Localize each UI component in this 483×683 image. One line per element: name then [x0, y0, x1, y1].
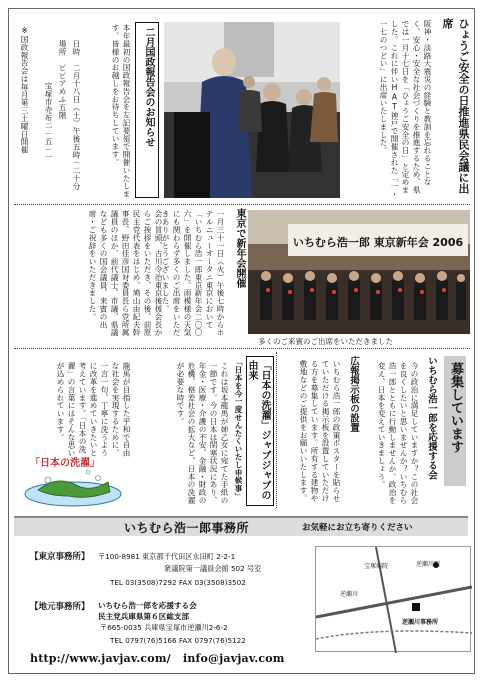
tokyo-party-body-2: 会の冒頭、古川令治東京後援会長からご挨拶をいただき、その後、前原民主党代表をはじめ、鳩山由紀夫幹事長、野田佳彦国対委員長ら党所属議員のほか、前代議士、市議、県議なども多くの国会議員、来賓の出席・ご祝辞をいただきました。 — [88, 210, 163, 337]
tokyo-party-photo — [248, 210, 470, 334]
party-banner-text: いちむら浩一郎 東京新年会 2006 — [292, 236, 464, 249]
report-meeting-heading: 二月国政報告会のお知らせ — [135, 22, 159, 198]
bottom-column-separator — [276, 352, 277, 508]
tokyo-party-heading: 東京で新年会開催 — [234, 208, 245, 288]
local-office-label: 【地元事務所】 — [30, 602, 90, 612]
report-meeting-body: 本年最初の国政報告会を左記要領で開催いたします。皆様のお越しをお待ちしています。 — [111, 24, 131, 198]
tokyo-party-photo-caption: 多くのご来賓のご出席をいただきました — [258, 337, 393, 346]
email-link[interactable]: info@javjav.com — [182, 652, 285, 665]
map-drawing — [316, 547, 472, 653]
contact-links — [30, 652, 285, 665]
bulletin-board-heading: 広報掲示板の設置 — [348, 356, 359, 432]
website-link[interactable]: http://www.javjav.com/ — [30, 652, 171, 665]
local-office-address: 〒665-0035 兵庫県宝塚市逆瀬川2-6-2 — [100, 623, 228, 632]
washing-body-2: 龍馬が目指した平和で自由な社会を実現するために、一言一句、丁寧に洗うように改革を進めていきたいと考えています。「日本の洗濯」の言葉にはそんな思いが込められています。 — [56, 362, 131, 457]
top-separator — [14, 204, 470, 205]
safety-day-body: 阪神・淡路大震災の経験と教訓を忘れることなく、安心・安全な社会づくりを推進するため、県では一月十七日を「ひょうご安全の日」と定めました。これに伴いHAT神戸で開催された「一・一七のつどい」に出席いたしました。 — [379, 20, 432, 198]
tokyo-party-body: 一月三十一日（火）午後七時からホテルニューオータニ東京において「いちむら浩一郎東京新年会二〇〇六」を開催しました。雨模様の天気にも関わらず多くのご出席をいただきありがとうございました。 — [161, 210, 225, 337]
washing-logo-text: 「日本の洗濯」 — [30, 458, 100, 469]
office-tagline: お気軽にお立ち寄りください — [302, 523, 413, 533]
safety-day-heading: ひょうご安全の日推進県民会議に出席 — [441, 18, 470, 194]
local-office-name-2: 民主党兵庫県第６区総支部 — [98, 612, 190, 621]
tokyo-office-label: 【東京事務所】 — [30, 552, 90, 562]
washing-heading: 「日本の洗濯」ジャブジャブの由来 — [246, 356, 274, 506]
washing-subheading: 「日本を今一度せんたくいたし申候事」 — [234, 358, 243, 501]
washing-logo — [18, 452, 128, 510]
tokyo-office-address-2: 衆議院第一議員会館 502 号室 — [164, 564, 262, 573]
safety-day-photo — [164, 22, 340, 198]
report-meeting-schedule: 日時 二月十八日（土）午後五時－二十分 — [72, 40, 81, 191]
map-label-station: 逆瀬川駅 — [416, 561, 441, 568]
tokyo-office-address-1: 〒100-8981 東京都千代田区永田町 2-2-1 — [98, 552, 236, 561]
middle-separator — [14, 348, 470, 349]
support-group-body: 今の政治に満足していますか？この社会を良くしたいと思いませんか？いちむら浩一郎とともに行動しませんか。政治を変え、日本を変えていきましょう。 — [377, 362, 419, 505]
recruiting-heading: 募集しています — [444, 356, 466, 486]
bulletin-board-body: いちむら浩一郎の政策ポスターを貼らせていただける掲示板を設置していただける方を募集しています。所有する建物や敷地などのご提供をお願いいたします。 — [299, 360, 341, 503]
report-meeting-venue: 場所 ピピアめふ五階 — [58, 40, 67, 119]
support-group-heading: いちむら浩一郎を応援する会 — [426, 356, 437, 480]
map-label-road: 逆瀬川 — [340, 591, 359, 598]
office-map — [315, 546, 471, 652]
report-meeting-address: 宝塚市売布二－五－一 — [44, 82, 53, 161]
tokyo-office-phone: TEL 03(3508)7292 FAX 03(3508)3502 — [110, 578, 246, 587]
local-office-phone: TEL 0797(76)5166 FAX 0797(76)5122 — [110, 636, 246, 645]
local-office-name-1: いちむら浩一郎を応援する会 — [98, 601, 197, 610]
washing-body: これは坂本龍馬が姉乙女に宛てた手紙の一節です。今の日本は閉塞状況にあり、年金・医療・介護の不安、金融・財政の危機、格差社会の拡大など、日本の洗濯が必要な時です。 — [176, 362, 229, 505]
office-title: いちむら浩一郎事務所 — [124, 521, 250, 535]
map-label-hospital: 宝塚病院 — [364, 563, 389, 570]
map-label-office: 逆瀬川事務所 — [402, 619, 439, 626]
report-meeting-note: ※国政報告会は毎月第三土曜日開催 — [20, 26, 29, 154]
